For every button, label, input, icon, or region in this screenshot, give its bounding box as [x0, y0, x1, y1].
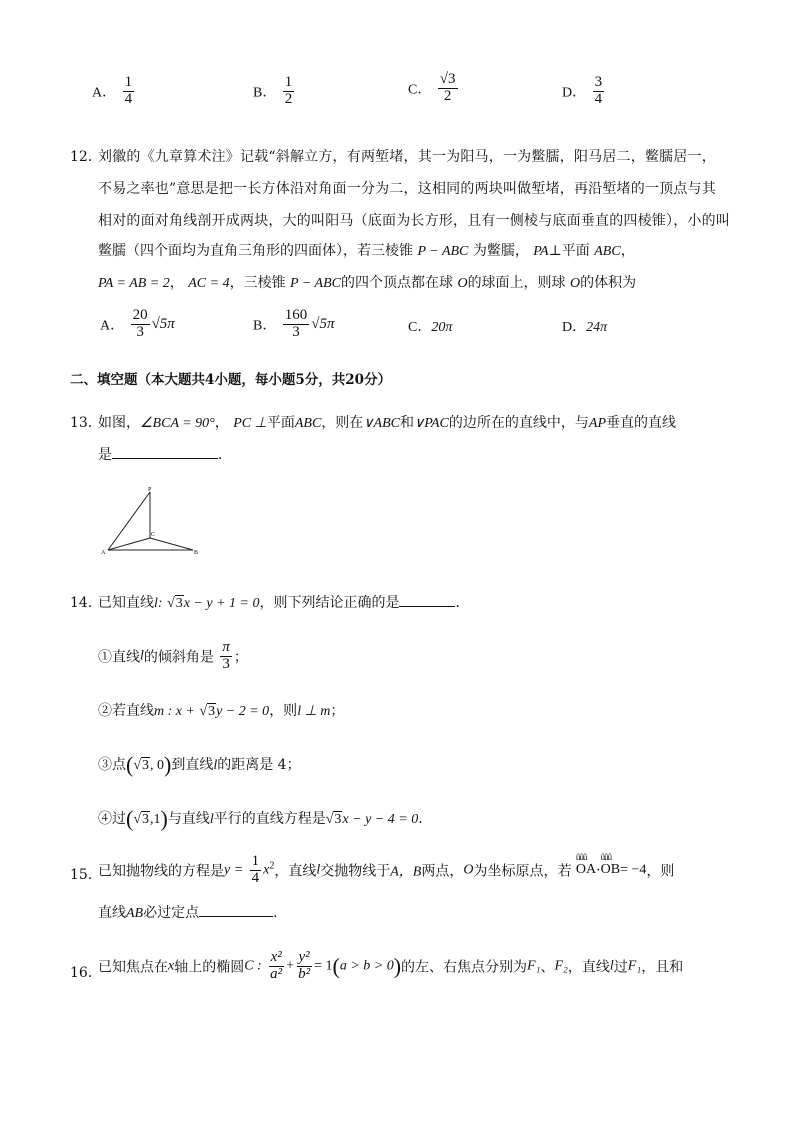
q14-stem: 已知直线l: √3x − y + 1 = 0，则下列结论正确的是 ． — [98, 595, 470, 611]
question-number: 14． — [70, 595, 102, 611]
q12-option-a: A． $\frac{20}{3}$ √5π — [100, 307, 175, 340]
fraction: $\frac{√3}{2}$ — [439, 71, 456, 104]
q11-option-c: C． $\frac{√3}{2}$ — [408, 71, 456, 104]
edge-ac — [108, 538, 150, 550]
q11-option-a: A． $\frac{1}{4}$ — [92, 74, 133, 107]
q12-option-c: C．20π — [408, 320, 453, 335]
q12-line-3: 相对的面对角线剖开成两块，大的叫阳马（底面为长方形，且有一侧棱与底面垂直的四棱锥），小的叫 — [98, 213, 730, 229]
q12-option-d: D．24π — [562, 320, 608, 335]
section-heading: 二、填空题（本大题共4小题，每小题5分，共20分） — [70, 372, 392, 388]
question-number: 16． — [70, 965, 102, 981]
sqrt: √3 — [167, 596, 183, 611]
vector-ob: ûûû OB — [600, 852, 621, 878]
q13-line-2: 是 ． — [98, 447, 232, 463]
q14-statement-2: ②若直线m : x + √3y − 2 = 0，则l ⊥ m； — [98, 703, 345, 719]
fraction: $\frac{3}{4}$ — [594, 74, 603, 107]
edge-cb — [150, 538, 193, 550]
answer-blank[interactable] — [399, 594, 455, 607]
q12-line-1: 刘徽的《九章算术注》记载“斜解立方，有两堑堵，其一为阳马，一为鳖臑，阳马居二，鳖臑居一， — [98, 149, 716, 165]
label-c: C — [151, 532, 156, 538]
answer-blank[interactable] — [199, 904, 273, 917]
q14-statement-4: ④过(√3,1)与直线l平行的直线方程是√3x − y − 4 = 0． — [98, 806, 433, 831]
q13-line-1: 如图，∠BCA = 90°， PC ⊥平面ABC，则在∨ABC和∨PAC的边所在的直线中，与AP垂直的直线 — [98, 415, 676, 431]
question-number: 13． — [70, 415, 102, 431]
q14-statement-3: ③点(√3, 0)到直线l的距离是 4； — [98, 752, 301, 777]
vector-oa: ûûû OA — [575, 852, 597, 878]
q12-line-2: 不易之率也”意思是把一长方体沿对角面一分为二，这相同的两块叫做堑堵，再沿堑堵的一顶点与其 — [98, 181, 716, 197]
q13-figure — [98, 484, 208, 560]
question-number: 15． — [70, 867, 102, 883]
question-number: 12． — [70, 149, 102, 165]
fraction: $\frac{1}{2}$ — [284, 74, 293, 107]
q15-line-2: 直线AB必过定点 ． — [98, 905, 288, 921]
label-a: A — [101, 550, 106, 556]
q11-option-b: B． $\frac{1}{2}$ — [253, 74, 293, 107]
label-b: B — [194, 550, 199, 556]
q14-statement-1: ①直线l的倾斜角是 $\frac{\pi}{3}$ ； — [98, 639, 248, 672]
fraction: $\frac{1}{4}$ — [124, 74, 133, 107]
q16-line-1: 已知焦点在x轴上的椭圆C : $\frac{\text{x²}}{\text{a²}}$ + $\frac{\text{y²}}{\text{b²}}$ = 1(a > b > 0)的左、右焦点分别为F₁、F₂，直线l过F₁，且和 — [98, 949, 684, 982]
edge-pa — [108, 492, 150, 550]
q12-line-4: 鳖臑（四个面均为直角三角形的四面体），若三棱锥 P − ABC 为鳖臑， PA⊥平面 ABC， — [98, 243, 635, 259]
q12-option-b: B． $\frac{160}{3}$ √5π — [253, 307, 335, 340]
label-p: P — [148, 487, 152, 493]
q15-line-1: 已知抛物线的方程是y = $\frac{1}{4}$ $x^2$，直线l交抛物线于A，B两点，O为坐标原点，若 ûûû OA· ûûû OB= −4，则 — [98, 852, 675, 886]
q11-option-d: D． $\frac{3}{4}$ — [562, 74, 603, 107]
answer-blank[interactable] — [112, 446, 218, 459]
q12-line-5: PA = AB = 2， AC = 4，三棱锥 P − ABC的四个顶点都在球 O的球面上，则球 O的体积为 — [98, 275, 637, 291]
